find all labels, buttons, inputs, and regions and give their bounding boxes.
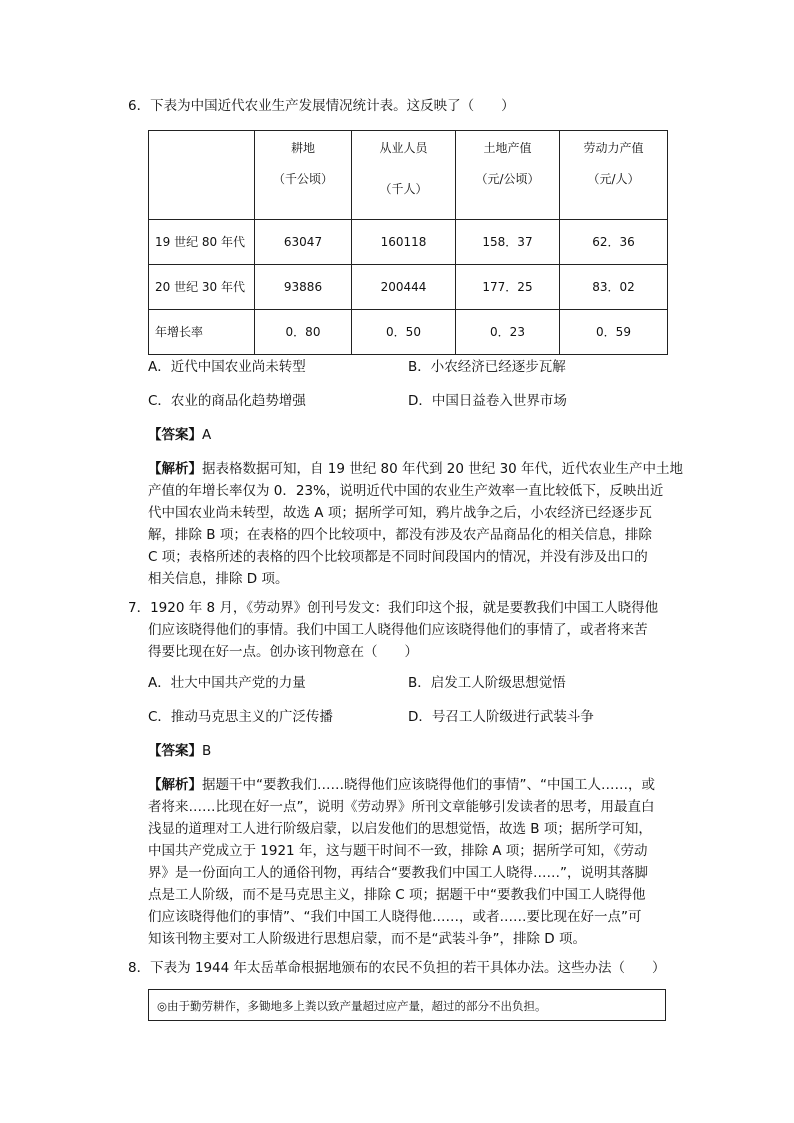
answer-tag: 【答案】: [148, 427, 202, 443]
q6-answer: [148, 425, 211, 446]
table-cell: 0．80: [255, 310, 352, 355]
q7-stem-line: 得要比现在好一点。创办该刊物意在（ ）: [148, 644, 418, 660]
table-cell: 158．37: [456, 220, 560, 265]
table-cell: 63047: [255, 220, 352, 265]
table-cell: 200444: [352, 265, 456, 310]
q6-option-b: B．小农经济已经逐步瓦解: [408, 359, 566, 375]
q6-analysis-line: 产值的年增长率仅为 0．23%，说明近代中国的农业生产效率一直比较低下，反映出近: [148, 483, 664, 499]
table-header-cell: 劳动力产值 （元/人）: [560, 131, 668, 220]
q8-measures-box: ◎由于勤劳耕作，多锄地多上粪以致产量超过应产量，超过的部分不出负担。: [148, 989, 666, 1021]
table-cell: 20 世纪 30 年代: [149, 265, 255, 310]
table-cell: 93886: [255, 265, 352, 310]
table-header-cell: 从业人员 （千人）: [352, 131, 456, 220]
q7-answer: [148, 741, 211, 762]
table-cell: 83．02: [560, 265, 668, 310]
q6-analysis-line: 相关信息，排除 D 项。: [148, 571, 289, 587]
table-cell: 160118: [352, 220, 456, 265]
q8-stem: 8．下表为 1944 年太岳革命根据地颁布的农民不负担的若干具体办法。这些办法（ ）: [128, 960, 666, 976]
table-cell: 0．23: [456, 310, 560, 355]
agriculture-stats-table: [148, 130, 668, 355]
q7-analysis-line: 中国共产党成立于 1921 年，这与题干时间不一致，排除 A 项；据所学可知，《劳动: [148, 843, 648, 859]
table-header-cell: 土地产值 （元/公顷）: [456, 131, 560, 220]
q7-option-b: B．启发工人阶级思想觉悟: [408, 675, 566, 691]
q6-analysis-line: 解，排除 B 项；在表格的四个比较项中，都没有涉及农产品商品化的相关信息，排除: [148, 527, 652, 543]
table-cell: 年增长率: [149, 310, 255, 355]
answer-tag: 【答案】: [148, 743, 202, 759]
answer-value: A: [202, 427, 212, 443]
q7-option-a: A．壮大中国共产党的力量: [148, 675, 306, 691]
table-row: [149, 265, 668, 310]
q7-option-d: D．号召工人阶级进行武装斗争: [408, 709, 594, 725]
table-row: [149, 220, 668, 265]
q7-stem-line: 们应该晓得他们的事情。我们中国工人晓得他们应该晓得他们的事情了，或者将来苦: [148, 622, 648, 638]
q6-option-d: D．中国日益卷入世界市场: [408, 393, 567, 409]
table-cell: 19 世纪 80 年代: [149, 220, 255, 265]
q7-analysis-line: 者将来……比现在好一点”，说明《劳动界》所刊文章能够引发读者的思考，用最直白: [148, 799, 655, 815]
answer-value: B: [202, 743, 212, 759]
table-cell: 0．59: [560, 310, 668, 355]
q6-analysis-line: C 项；表格所述的表格的四个比较项都是不同时间段国内的情况，并没有涉及出口的: [148, 549, 648, 565]
q7-analysis-line: 界》是一份面向工人的通俗刊物，再结合“要教我们中国工人晓得……”，说明其落脚: [148, 865, 648, 881]
q6-option-a: A．近代中国农业尚未转型: [148, 359, 306, 375]
q6-analysis-line: 代中国农业尚未转型，故选 A 项；据所学可知，鸦片战争之后，小农经济已经逐步瓦: [148, 505, 652, 521]
q7-analysis-line: 们应该晓得他们的事情”、“我们中国工人晓得他……，或者……要比现在好一点”可: [148, 909, 642, 925]
q6-stem: 6．下表为中国近代农业生产发展情况统计表。这反映了（ ）: [128, 98, 515, 114]
table-cell: 177．25: [456, 265, 560, 310]
table-header-empty: [149, 131, 255, 220]
q7-analysis-line: 点是工人阶级，而不是马克思主义，排除 C 项；据题干中“要教我们中国工人晓得他: [148, 887, 646, 903]
analysis-tag: 【解析】: [148, 461, 202, 477]
table-header-row: [149, 131, 668, 220]
q7-analysis-line: 知该刊物主要对工人阶级进行思想启蒙，而不是“武装斗争”，排除 D 项。: [148, 931, 586, 947]
table-cell: 62．36: [560, 220, 668, 265]
analysis-tag: 【解析】: [148, 777, 202, 793]
q7-analysis-line: 浅显的道理对工人进行阶级启蒙，以启发他们的思想觉悟，故选 B 项；据所学可知，: [148, 821, 652, 837]
table-cell: 0．50: [352, 310, 456, 355]
q6-analysis-line: 【解析】据表格数据可知，自 19 世纪 80 年代到 20 世纪 30 年代，近代农业生产中土地: [148, 461, 684, 477]
q7-analysis-line: 【解析】据题干中“要教我们……晓得他们应该晓得他们的事情”、“中国工人……，或: [148, 777, 655, 793]
table-header-cell: 耕地 （千公顷）: [255, 131, 352, 220]
q6-option-c: C．农业的商品化趋势增强: [148, 393, 306, 409]
q7-option-c: C．推动马克思主义的广泛传播: [148, 709, 333, 725]
q7-stem-line: 7．1920 年 8 月，《劳动界》创刊号发文：我们印这个报，就是要教我们中国工人晓得他: [128, 600, 659, 616]
table-row: [149, 310, 668, 355]
